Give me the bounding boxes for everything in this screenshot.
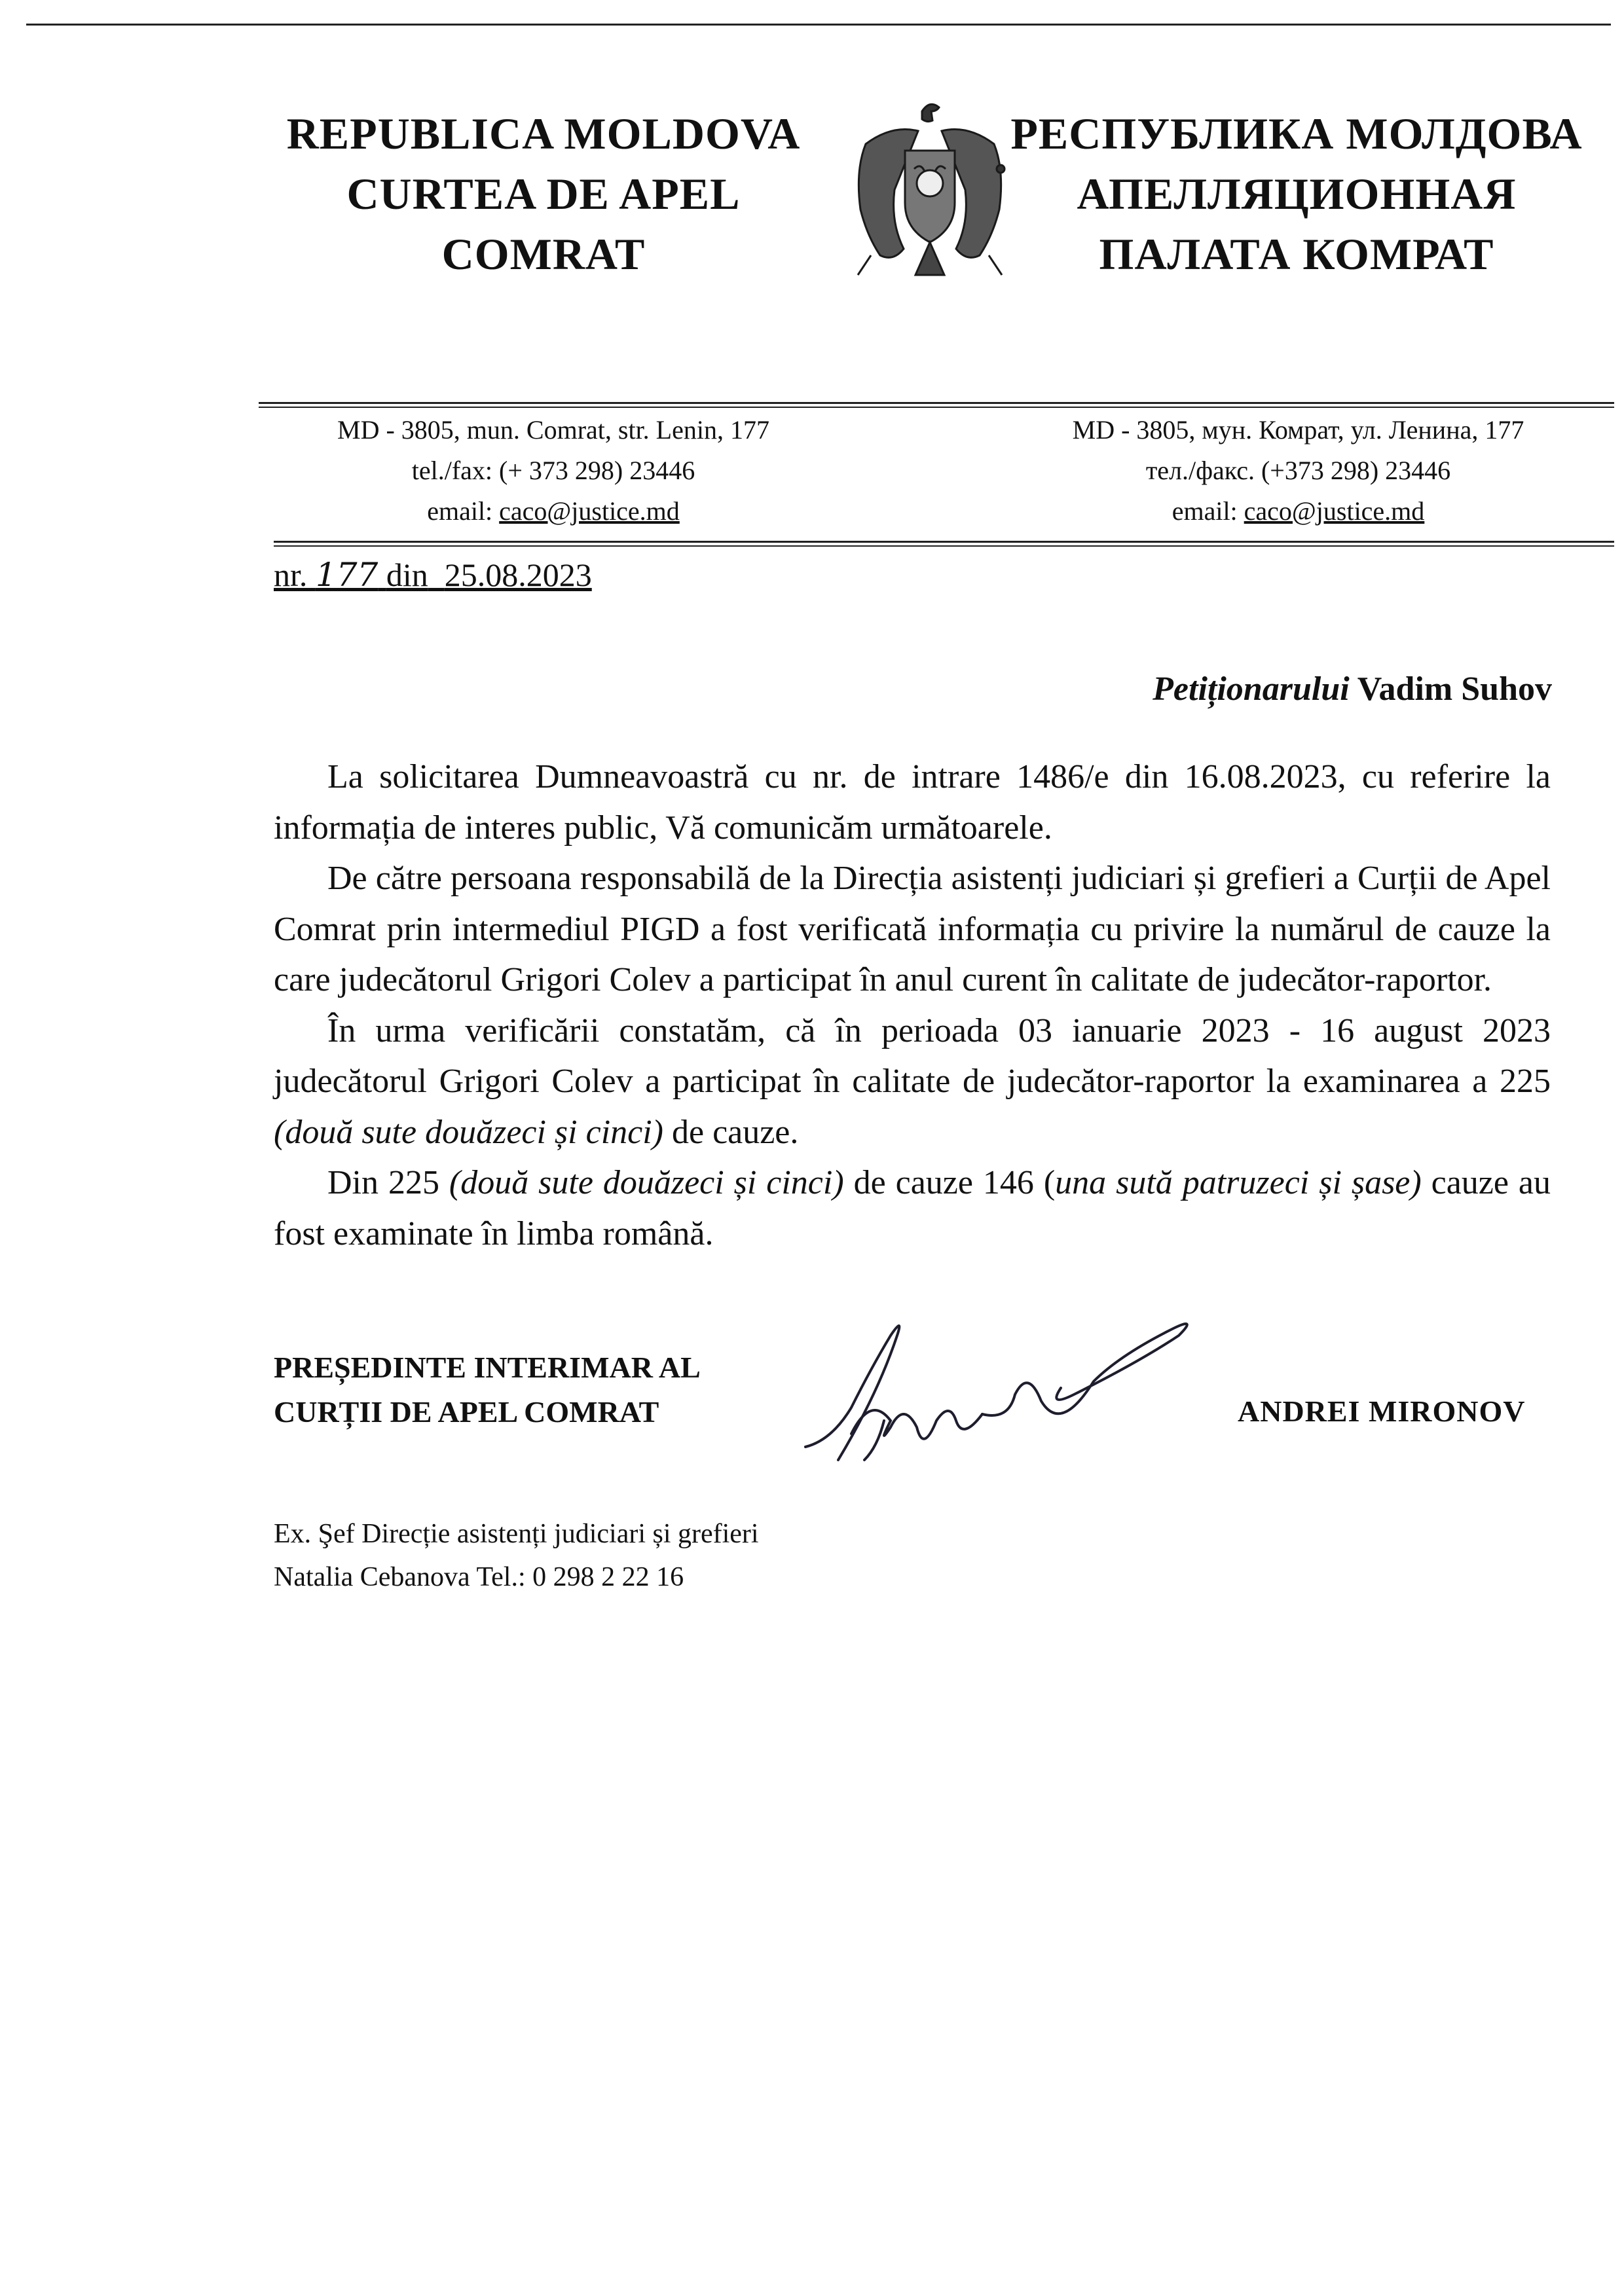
email-link-ru[interactable]: caco@justice.md <box>1244 496 1425 526</box>
header-separator-top <box>259 402 1614 404</box>
phone-ro: tel./fax: (+ 373 298) 23446 <box>411 456 695 485</box>
paragraph-4 <box>274 1157 1551 1259</box>
reg-number-handwritten: 177 <box>315 556 378 594</box>
header-separator-bottom <box>274 541 1614 543</box>
p4-text-c: cauze au fost examinate în limba română. <box>274 1164 1551 1252</box>
email-label-ro: email: <box>427 496 500 526</box>
addressee-role: Petiționarului <box>1153 670 1350 708</box>
address-ro: MD - 3805, mun. Comrat, str. Lenin, 177 <box>337 415 769 445</box>
header-ro-line-3: COMRAT <box>441 229 646 279</box>
header-ru-line-3: ПАЛАТА КОМРАТ <box>1099 229 1494 279</box>
reg-din: din <box>386 556 428 593</box>
paragraph-3 <box>274 1006 1551 1158</box>
signatory-title <box>274 1345 701 1434</box>
p4-text-a: Din 225 <box>327 1164 449 1201</box>
p4-text-b: de cauze 146 ( <box>843 1164 1056 1201</box>
email-label-ru: email: <box>1172 496 1244 526</box>
header-ru-line-2: АПЕЛЛЯЦИОННАЯ <box>1077 169 1517 219</box>
header-ru-line-1: РЕСПУБЛИКА МОЛДОВА <box>1010 109 1583 158</box>
header-separator-bottom-2 <box>274 545 1614 547</box>
phone-ru: тел./факс. (+373 298) 23446 <box>1145 456 1451 485</box>
email-line-ru <box>986 491 1611 532</box>
executor-line-1: Ex. Şef Direcție asistenți judiciari și grefieri <box>274 1519 759 1549</box>
signatory-title-line-1: PREȘEDINTE INTERIMAR AL <box>274 1351 701 1384</box>
p4-emphasis-1: (două sute douăzeci și cinci) <box>449 1164 844 1201</box>
handwritten-signature <box>786 1303 1257 1486</box>
p3-emphasis: (două sute douăzeci și cinci) <box>274 1113 663 1151</box>
paragraph-2: De către persoana responsabilă de la Direcția asistenți judiciari și grefieri a Curții de Apel Comrat prin intermediul PIGD a fost verificată informația cu privire la numărul de cauze la care judecătorul Grigori Colev a participat în anul curent în calitate de judecător-raportor. <box>274 860 1551 998</box>
letter-body <box>274 752 1551 1259</box>
registration-number <box>274 554 592 596</box>
top-border-line <box>26 24 1611 26</box>
reg-date: 25.08.2023 <box>444 556 592 593</box>
addressee-name: Vadim Suhov <box>1357 670 1552 708</box>
email-link-ro[interactable]: caco@justice.md <box>499 496 680 526</box>
contacts-russian <box>986 410 1611 532</box>
p3-text-b: de cauze. <box>663 1113 799 1151</box>
header-romanian <box>249 103 838 284</box>
executor-line-2: Natalia Cebanova Tel.: 0 298 2 22 16 <box>274 1562 684 1592</box>
signatory-title-line-2: CURȚII DE APEL COMRAT <box>274 1395 659 1429</box>
address-ru: MD - 3805, мун. Комрат, ул. Ленина, 177 <box>1072 415 1524 445</box>
header-separator-top-2 <box>259 407 1614 408</box>
reg-prefix: nr. <box>274 556 316 593</box>
p4-emphasis-2: una sută patruzeci și șase) <box>1055 1164 1422 1201</box>
signatory-name: ANDREI MIRONOV <box>1238 1394 1526 1428</box>
p3-text-a: În urma verificării constatăm, că în perioada 03 ianuarie 2023 - 16 august 2023 judecătorul Grigori Colev a participat în calitate de judecător-raportor la examinarea a 225 <box>274 1011 1551 1100</box>
header-ro-line-2: CURTEA DE APEL <box>346 169 741 219</box>
header-russian <box>982 103 1611 284</box>
contacts-romanian <box>259 410 848 532</box>
paragraph-1: La solicitarea Dumneavoastră cu nr. de intrare 1486/e din 16.08.2023, cu referire la informația de interes public, Vă comunicăm următoarele. <box>274 758 1551 847</box>
header-ro-line-1: REPUBLICA MOLDOVA <box>286 109 801 158</box>
executor-info <box>274 1512 759 1599</box>
email-line-ro <box>259 491 848 532</box>
addressee <box>1153 665 1552 714</box>
